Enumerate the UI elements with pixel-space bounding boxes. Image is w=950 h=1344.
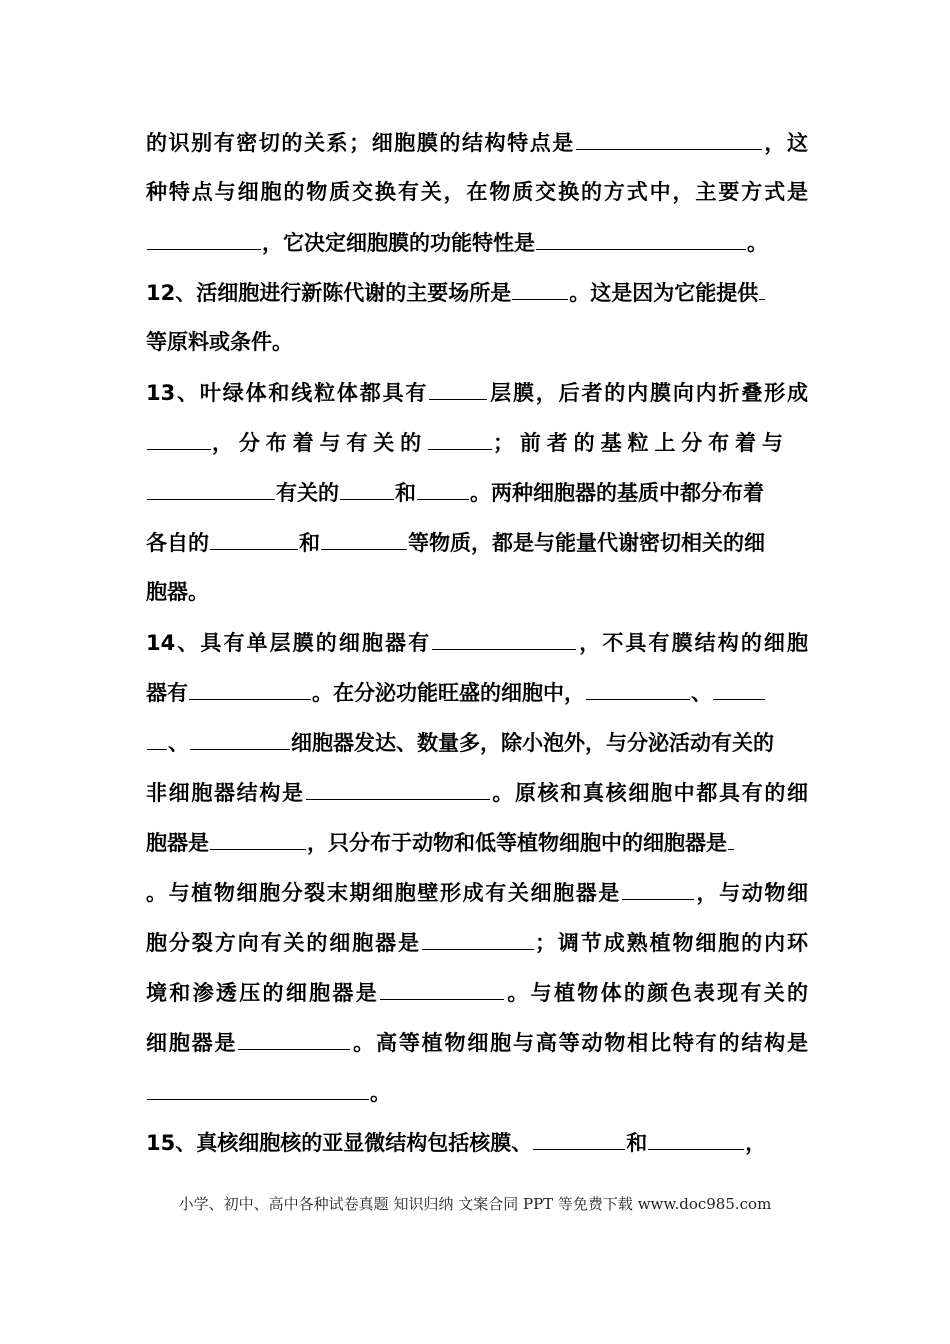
fill-blank	[147, 727, 167, 750]
fill-blank	[422, 927, 534, 950]
fill-blank	[536, 227, 746, 250]
text-line-7: ，分布着与有关的 ；前者的基粒上分布着与	[146, 427, 808, 457]
text-line-12: 器有 。在分泌功能旺盛的细胞中， 、	[146, 677, 808, 707]
fill-blank	[713, 677, 765, 700]
fill-blank	[533, 1127, 625, 1150]
text-line-19: 细胞器是 。高等植物细胞与高等动物相比特有的结构是	[146, 1027, 808, 1057]
text-line-10: 胞器。	[146, 580, 209, 604]
fill-blank	[759, 277, 765, 300]
text-line-16: 。与植物细胞分裂末期细胞壁形成有关细胞器是 ，与动物细	[146, 877, 808, 907]
text-line-17: 胞分裂方向有关的细胞器是 ；调节成熟植物细胞的内环	[146, 927, 808, 957]
fill-blank	[417, 477, 469, 500]
fill-blank	[238, 1027, 350, 1050]
fill-blank	[147, 1077, 369, 1100]
text-line-5: 等原料或条件。	[146, 330, 293, 354]
fill-blank	[428, 427, 492, 450]
fill-blank	[147, 427, 211, 450]
text-line-13: 、 细胞器发达、数量多，除小泡外，与分泌活动有关的	[146, 727, 808, 757]
fill-blank	[586, 677, 690, 700]
fill-blank	[648, 1127, 744, 1150]
fill-blank	[576, 127, 762, 150]
text-line-2: 种特点与细胞的物质交换有关，在物质交换的方式中，主要方式是	[146, 180, 808, 204]
question-13: 13、叶绿体和线粒体都具有 层膜，后者的内膜向内折叠形成	[146, 377, 808, 407]
fill-blank	[321, 527, 407, 550]
text-line-18: 境和渗透压的细胞器是 。与植物体的颜色表现有关的	[146, 977, 808, 1007]
text-line-1: 的识别有密切的关系；细胞膜的结构特点是 ，这	[146, 127, 808, 157]
fill-blank	[512, 277, 568, 300]
page-footer: 小学、初中、高中各种试卷真题 知识归纳 文案合同 PPT 等免费下载 www.doc985.com	[178, 1195, 772, 1213]
text-line-8: 有关的 和 。两种细胞器的基质中都分布着	[146, 477, 808, 507]
text-line-3: ，它决定细胞膜的功能特性是 。	[146, 227, 808, 257]
text-line-20: 。	[146, 1077, 808, 1107]
fill-blank	[147, 227, 261, 250]
fill-blank	[306, 777, 490, 800]
fill-blank	[190, 727, 290, 750]
text-line-14: 非细胞器结构是 。原核和真核细胞中都具有的细	[146, 777, 808, 807]
fill-blank	[210, 827, 306, 850]
question-14: 14、具有单层膜的细胞器有 ，不具有膜结构的细胞	[146, 627, 808, 657]
fill-blank	[622, 877, 694, 900]
fill-blank	[189, 677, 311, 700]
fill-blank	[429, 377, 487, 400]
fill-blank	[340, 477, 394, 500]
text-line-15: 胞器是 ，只分布于动物和低等植物细胞中的细胞器是	[146, 827, 808, 857]
text-line-9: 各自的 和 等物质，都是与能量代谢密切相关的细	[146, 527, 808, 557]
fill-blank	[432, 627, 576, 650]
fill-blank	[728, 827, 734, 850]
question-12: 12、活细胞进行新陈代谢的主要场所是 。这是因为它能提供	[146, 277, 808, 307]
fill-blank	[210, 527, 298, 550]
fill-blank	[147, 477, 275, 500]
question-15: 15、真核细胞核的亚显微结构包括核膜、 和 ，	[146, 1127, 808, 1157]
fill-blank	[380, 977, 504, 1000]
